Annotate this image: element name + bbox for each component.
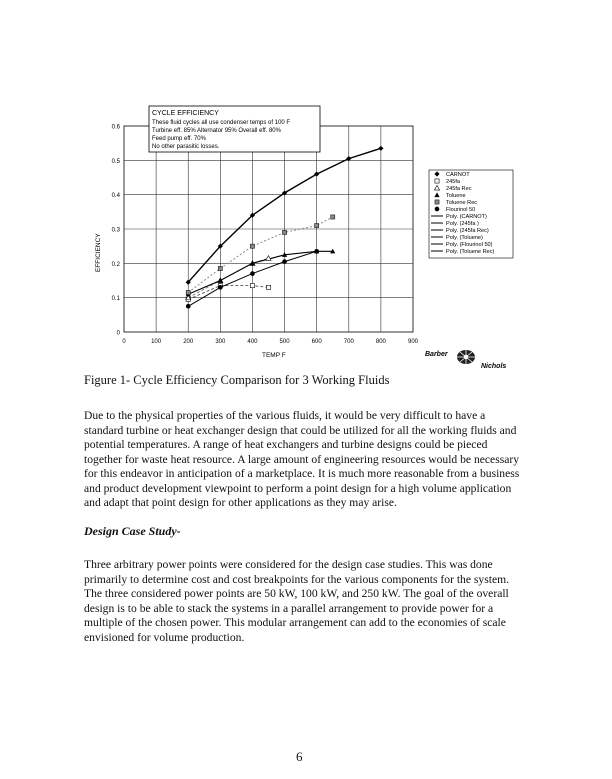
legend-label: Poly. (Toluene Rec)	[446, 249, 495, 255]
point-toluene-rec	[186, 290, 190, 294]
y-tick-label: 0.5	[111, 158, 120, 165]
x-tick-label: 800	[375, 339, 386, 345]
legend-label: CARNOT	[446, 172, 470, 178]
point-flourinol-50	[250, 271, 255, 276]
point-245fa	[250, 284, 254, 288]
figure-caption: Figure 1- Cycle Efficiency Comparison for 3 Working Fluids	[84, 373, 390, 387]
y-tick-label: 0.6	[111, 124, 120, 131]
grid-lines	[124, 126, 413, 332]
point-flourinol-50	[282, 259, 287, 264]
point-flourinol-50	[314, 249, 319, 254]
legend-marker	[435, 207, 440, 212]
y-tick-label: 0.4	[111, 193, 120, 200]
legend-label: Toluene	[446, 193, 466, 199]
section-heading: Design Case Study-	[84, 524, 181, 538]
point-carnot	[378, 146, 383, 151]
body-paragraph-1: Due to the physical properties of the various fluids, it would be very difficult to have a standard turbine or heat exchanger design that could be utilized for all the working fluids and potential temperatures. A range of heat exchangers and turbine designs could be pieced together for waste heat resource. A large amount of engineering resources would be necessary for this endeavor in anticipation of a marketplace. It is much more reasonable from a business and product development viewpoint to perform a point design for a high volume application and adapt that point design for other applications as they may arise.	[84, 409, 520, 509]
y-tick-label: 0.2	[111, 261, 120, 268]
x-axis-label: TEMP F	[262, 352, 286, 359]
series-line-245fa-rec	[188, 258, 268, 298]
y-axis-label: EFFICIENCY	[95, 233, 102, 272]
chart-note-2: Turbine eff. 85% Alternator 95% Overall eff. 80%	[152, 128, 281, 134]
point-toluene-rec	[250, 244, 254, 248]
watermark-right: Nichols	[481, 363, 507, 370]
y-tick-label: 0	[116, 330, 120, 337]
legend-label: 245fa	[446, 179, 460, 185]
point-245fa	[266, 285, 270, 289]
chart-title: CYCLE EFFICIENCY	[152, 110, 219, 117]
barber-nichols-logo	[457, 350, 475, 364]
tick-labels	[112, 125, 419, 346]
legend-label: Poly. (Toluene)	[446, 235, 483, 241]
point-toluene	[218, 278, 223, 283]
y-tick-label: 0.1	[111, 296, 120, 303]
page-number: 6	[296, 749, 303, 764]
legend-label: Poly. (245fa Rec)	[446, 228, 489, 234]
chart-note-3: Feed pump eff. 70%	[152, 136, 206, 142]
point-flourinol-50	[186, 304, 191, 309]
point-245fa-rec	[266, 256, 271, 261]
chart-note-4: No other parasitic losses.	[152, 144, 220, 150]
series-line-toluene-rec	[188, 217, 333, 293]
series-line-245fa	[188, 286, 268, 300]
x-tick-label: 0	[122, 339, 126, 345]
y-tick-label: 0.3	[111, 227, 120, 234]
point-toluene-rec	[282, 230, 286, 234]
body-paragraph-2: Three arbitrary power points were considered for the design case studies. This was done primarily to determine cost and cost breakpoints for the various components for the system. The three considered power points are 50 kW, 100 kW, and 250 kW. The goal of the overall design is to be able to stack the systems in a parallel arrangement to provide power for a multiple of the chosen power. This modular arrangement can add to the economies of scale envisioned for volume production.	[84, 558, 510, 644]
x-tick-label: 600	[311, 339, 322, 345]
legend-marker	[435, 179, 439, 183]
point-toluene-rec	[331, 215, 335, 219]
legend-label: Poly. (Flourinol 50)	[446, 242, 493, 248]
point-toluene-rec	[315, 223, 319, 227]
legend-label: Poly. (CARNOT)	[446, 214, 487, 220]
chart-note-1: These fluid cycles all use condenser temps of 100 F	[152, 120, 291, 126]
point-toluene-rec	[218, 266, 222, 270]
legend-label: Toluene Rec	[446, 200, 478, 206]
x-tick-label: 300	[215, 339, 226, 345]
legend-label: Flourinol 50	[446, 207, 476, 213]
watermark-left: Barber	[425, 351, 448, 358]
x-tick-label: 900	[407, 339, 419, 345]
point-flourinol-50	[218, 285, 223, 290]
legend-marker	[435, 200, 439, 204]
x-tick-label: 100	[151, 339, 162, 345]
x-tick-label: 400	[247, 339, 258, 345]
x-tick-label: 500	[279, 339, 290, 345]
x-tick-label: 200	[183, 339, 194, 345]
x-tick-label: 700	[343, 339, 354, 345]
legend-label: Poly. (245fa )	[446, 221, 479, 227]
legend-label: 245fa Rec	[446, 186, 472, 192]
